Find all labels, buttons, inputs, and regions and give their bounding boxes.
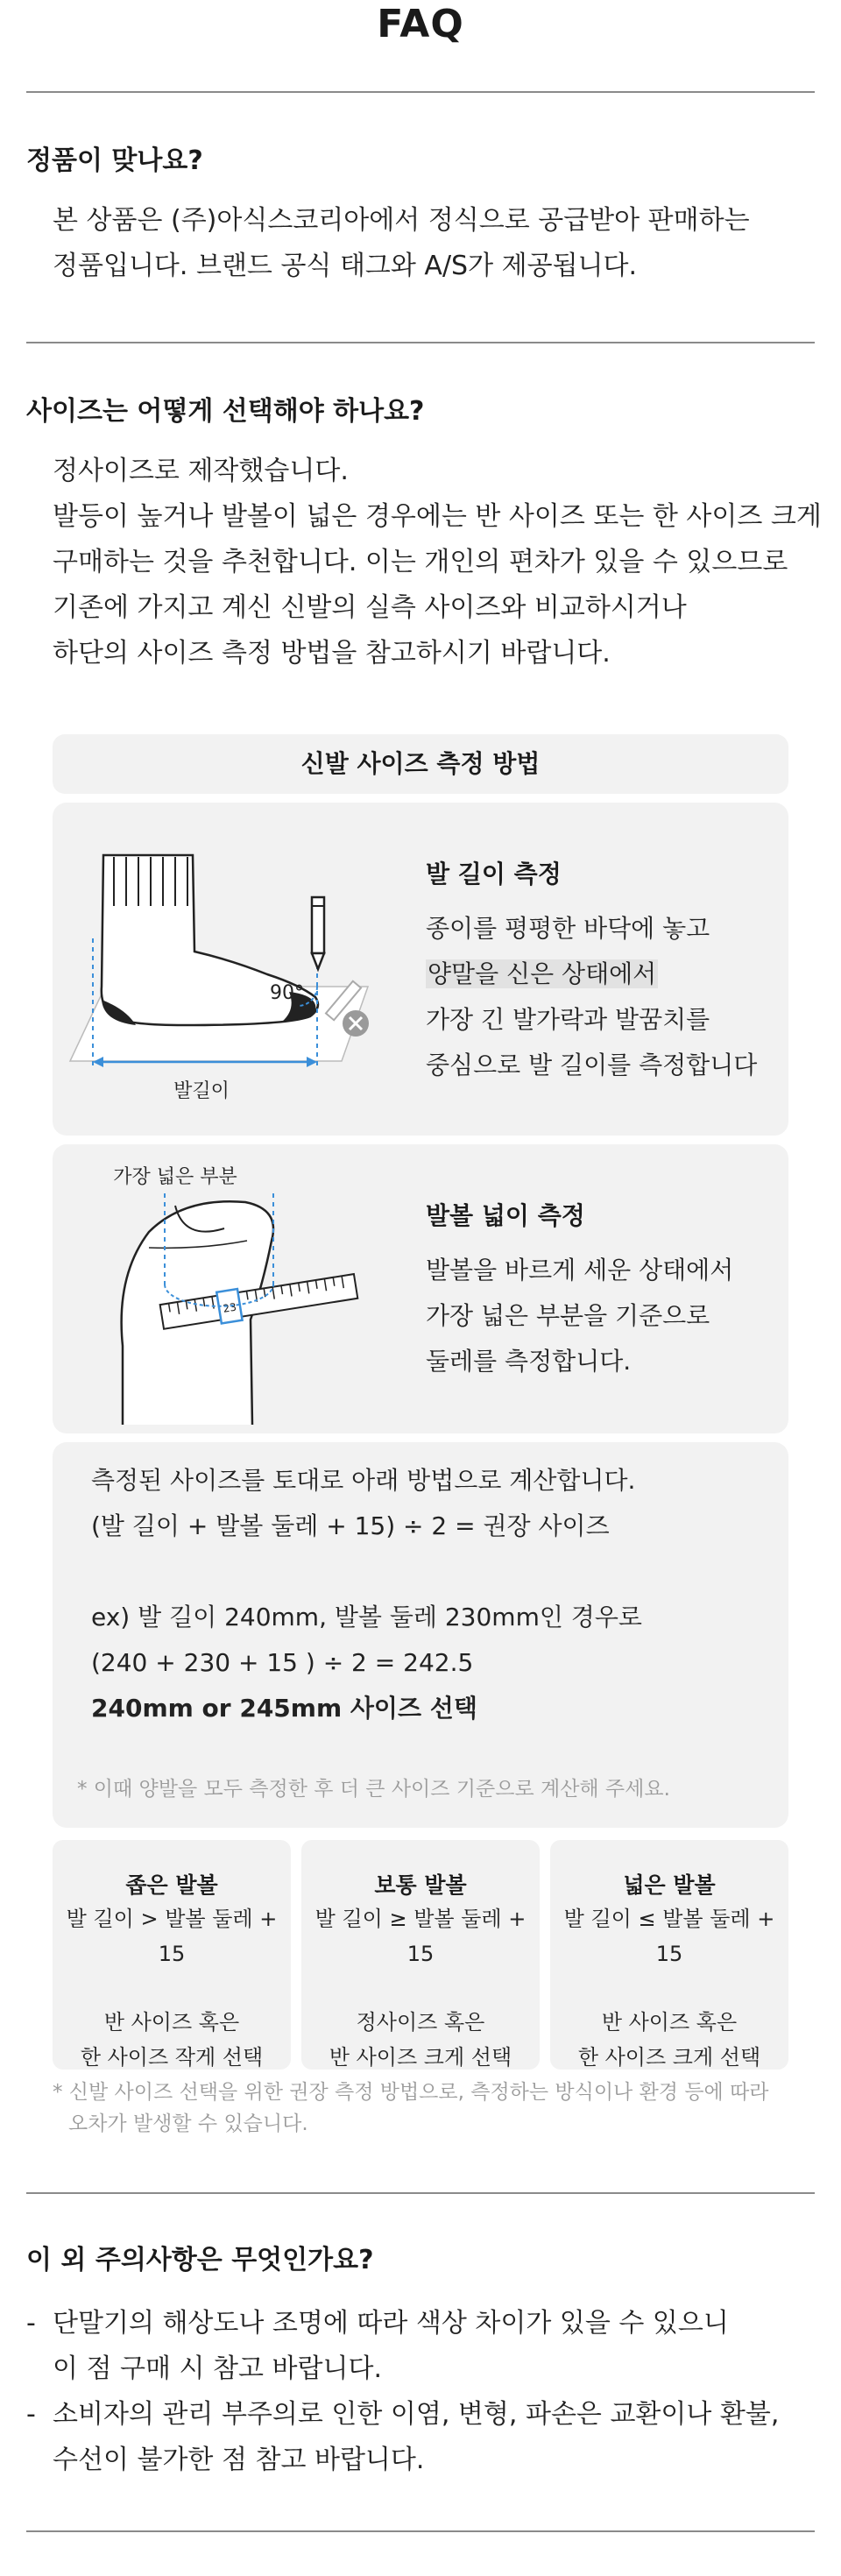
wide-width-card: 넓은 발볼 발 길이 ≤ 발볼 둘레 + 15 반 사이즈 혹은 한 사이즈 크게 선택 <box>550 1840 788 2070</box>
foot-width-illustration <box>53 1144 403 1433</box>
length-measure-title: 발 길이 측정 <box>426 860 562 888</box>
width-measure-title: 발볼 넓이 측정 <box>426 1201 585 1230</box>
foot-length-label: 발길이 <box>173 1080 230 1102</box>
faq-question-notice: 이 외 주의사항은 무엇인가요? <box>26 2245 374 2275</box>
pencil-icon <box>312 897 324 969</box>
widest-part-label: 가장 넓은 부분 <box>113 1166 237 1188</box>
faq-answer-authentic: 본 상품은 (주)아식스코리아에서 정식으로 공급받아 판매하는 정품입니다. 브랜드 공식 태그와 A/S가 제공됩니다. <box>53 205 750 281</box>
calc-note: * 이때 양발을 모두 측정한 후 더 큰 사이즈 기준으로 계산해 주세요. <box>77 1778 670 1801</box>
normal-width-card: 보통 발볼 발 길이 ≥ 발볼 둘레 + 15 정사이즈 혹은 반 사이즈 크게 선택 <box>301 1840 540 2070</box>
size-disclaimer: * 신발 사이즈 선택을 위한 권장 측정 방법으로, 측정하는 방식이나 환경 등에 따라 오차가 발생할 수 있습니다. <box>53 2081 769 2135</box>
length-measure-text: 종이를 평평한 바닥에 놓고 양말을 신은 상태에서 가장 긴 발가락과 발꿈치를 중심으로 발 길이를 측정합니다 <box>426 914 758 1079</box>
foot-length-illustration <box>53 803 403 1136</box>
length-measure-box <box>53 803 788 1136</box>
divider <box>26 2192 815 2194</box>
faq-question-authentic: 정품이 맞나요? <box>26 145 203 176</box>
calc-text: 측정된 사이즈를 토대로 아래 방법으로 계산합니다. (발 길이 + 발볼 둘레 + 15) ÷ 2 = 권장 사이즈 ex) 발 길이 240mm, 발볼 둘레 230mm인 경우로 (240 + 230 + 15 ) ÷ 2 = 242.5 240mm or 245mm 사이즈 선택 <box>91 1466 642 1723</box>
divider <box>26 91 815 93</box>
width-measure-text: 발볼을 바르게 세운 상태에서 가장 넓은 부분을 기준으로 둘레를 측정합니다. <box>426 1256 734 1376</box>
divider <box>26 2530 815 2532</box>
narrow-width-card: 좁은 발볼 발 길이 > 발볼 둘레 + 15 반 사이즈 혹은 한 사이즈 작게 선택 <box>53 1840 291 2070</box>
divider <box>26 342 815 343</box>
size-guide-title: 신발 사이즈 측정 방법 <box>53 734 788 794</box>
width-measure-box <box>53 1144 788 1433</box>
page-title: FAQ <box>377 2 464 46</box>
angle-label: 90° <box>270 982 304 1004</box>
faq-question-size: 사이즈는 어떻게 선택해야 하나요? <box>26 396 425 427</box>
faq-answer-size: 정사이즈로 제작했습니다. 발등이 높거나 발볼이 넓은 경우에는 반 사이즈 또는 한 사이즈 크게 구매하는 것을 추천합니다. 이는 개인의 편차가 있을 수 있으므로 기존에 가지고 계신 신발의 실측 사이즈와 비교하시거나 하단의 사이즈 측정 방법을 참고하시기 바랍니다. <box>53 456 822 669</box>
tape-mark-label: 23 <box>222 1300 237 1315</box>
